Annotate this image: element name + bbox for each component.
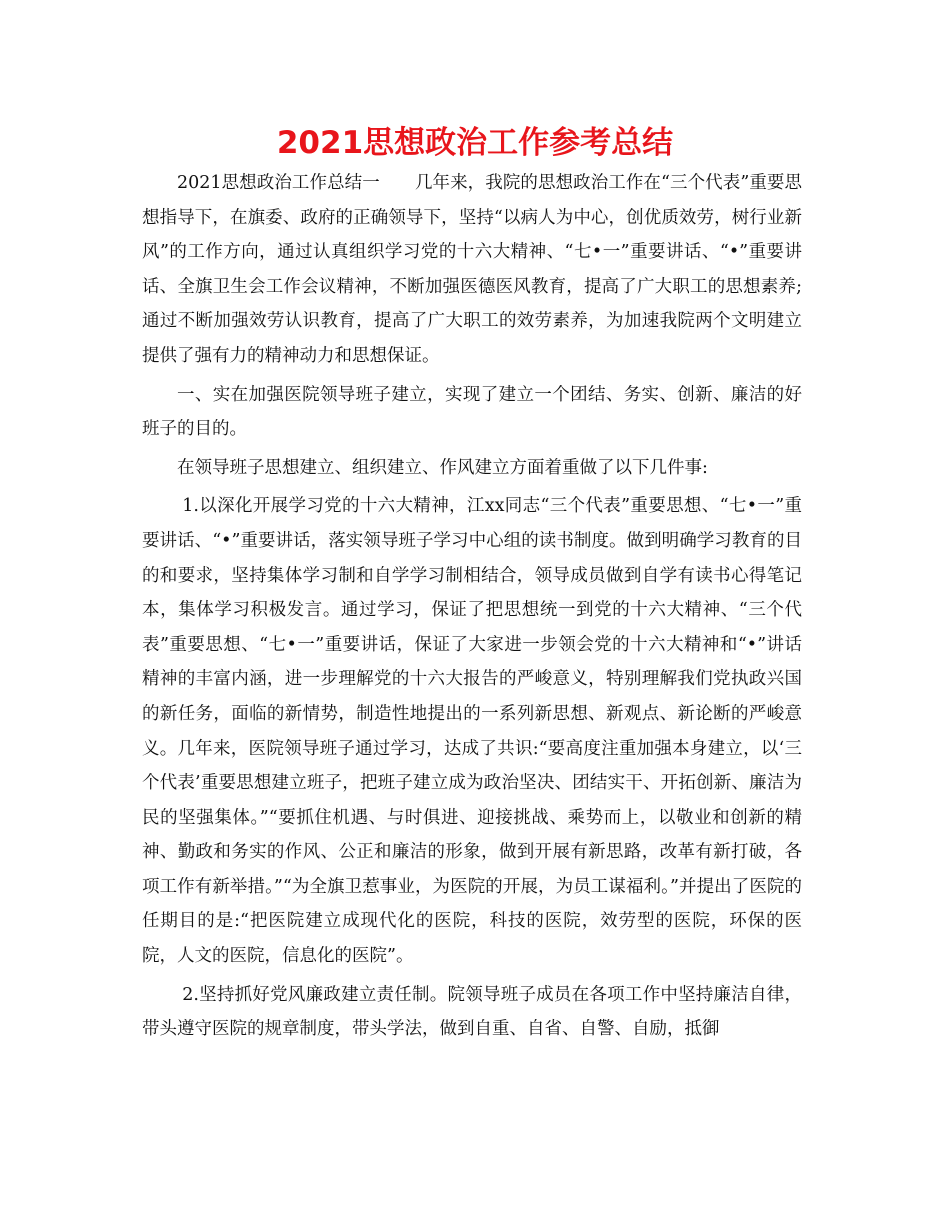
paragraph-items-intro: 在领导班子思想建立、组织建立、作风建立方面着重做了以下几件事: xyxy=(177,457,708,478)
document-body xyxy=(142,166,802,1051)
document-title: 2021思想政治工作参考总结 xyxy=(276,125,674,161)
paragraph-item-1: 1.以深化开展学习党的十六大精神，江xx同志“三个代表”重要思想、“七•一”重要讲话、“•”重要讲话，落实领导班子学习中心组的读书制度。做到明确学习教育的目的和要求，坚持集体学习制和自学学习制相结合，领导成员做到自学有读书心得笔记本，集体学习积极发言。通过学习，保证了把思想统一到党的十六大精神、“三个代表”重要思想、“七•一”重要讲话，保证了大家进一步领会党的十六大精神和“•”讲话精神的丰富内涵，进一步理解党的十六大报告的严峻意义，特别理解我们党执政兴国的新任务，面临的新情势，制造性地提出的一系列新思想、新观点、新论断的严峻意义。几年来，医院领导班子通过学习，达成了共识:“要高度注重加强本身建立，以‘三个代表’重要思想建立班子，把班子建立成为政治坚决、团结实干、开拓创新、廉洁为民的坚强集体。”“要抓住机遇、与时俱进、迎接挑战、乘势而上，以敬业和创新的精神、勤政和务实的作风、公正和廉洁的形象，做到开展有新思路，改革有新打破，各项工作有新举措。”“为全旗卫惹事业，为医院的开展，为员工谋福利。”并提出了医院的任期目的是:“把医院建立成现代化的医院，科技的医院，效劳型的医院，环保的医院，人文的医院，信息化的医院”。 xyxy=(142,496,802,967)
paragraph-section-one: 一、实在加强医院领导班子建立，实现了建立一个团结、务实、创新、廉洁的好班子的目的。 xyxy=(142,384,802,440)
paragraph-item-2: 2.坚持抓好党风廉政建立责任制。院领导班子成员在各项工作中坚持廉洁自律，带头遵守医院的规章制度，带头学法，做到自重、自省、自警、自励，抵御 xyxy=(142,984,802,1040)
paragraph-intro: 2021思想政治工作总结一 几年来，我院的思想政治工作在“三个代表”重要思想指导下，在旗委、政府的正确领导下，坚持“以病人为中心，创优质效劳，树行业新风”的工作方向，通过认真组织学习党的十六大精神、“七•一”重要讲话、“•”重要讲话、全旗卫生会工作会议精神，不断加强医德医风教育，提高了广大职工的思想素养;通过不断加强效劳认识教育，提高了广大职工的效劳素养，为加速我院两个文明建立提供了强有力的精神动力和思想保证。 xyxy=(142,173,802,366)
